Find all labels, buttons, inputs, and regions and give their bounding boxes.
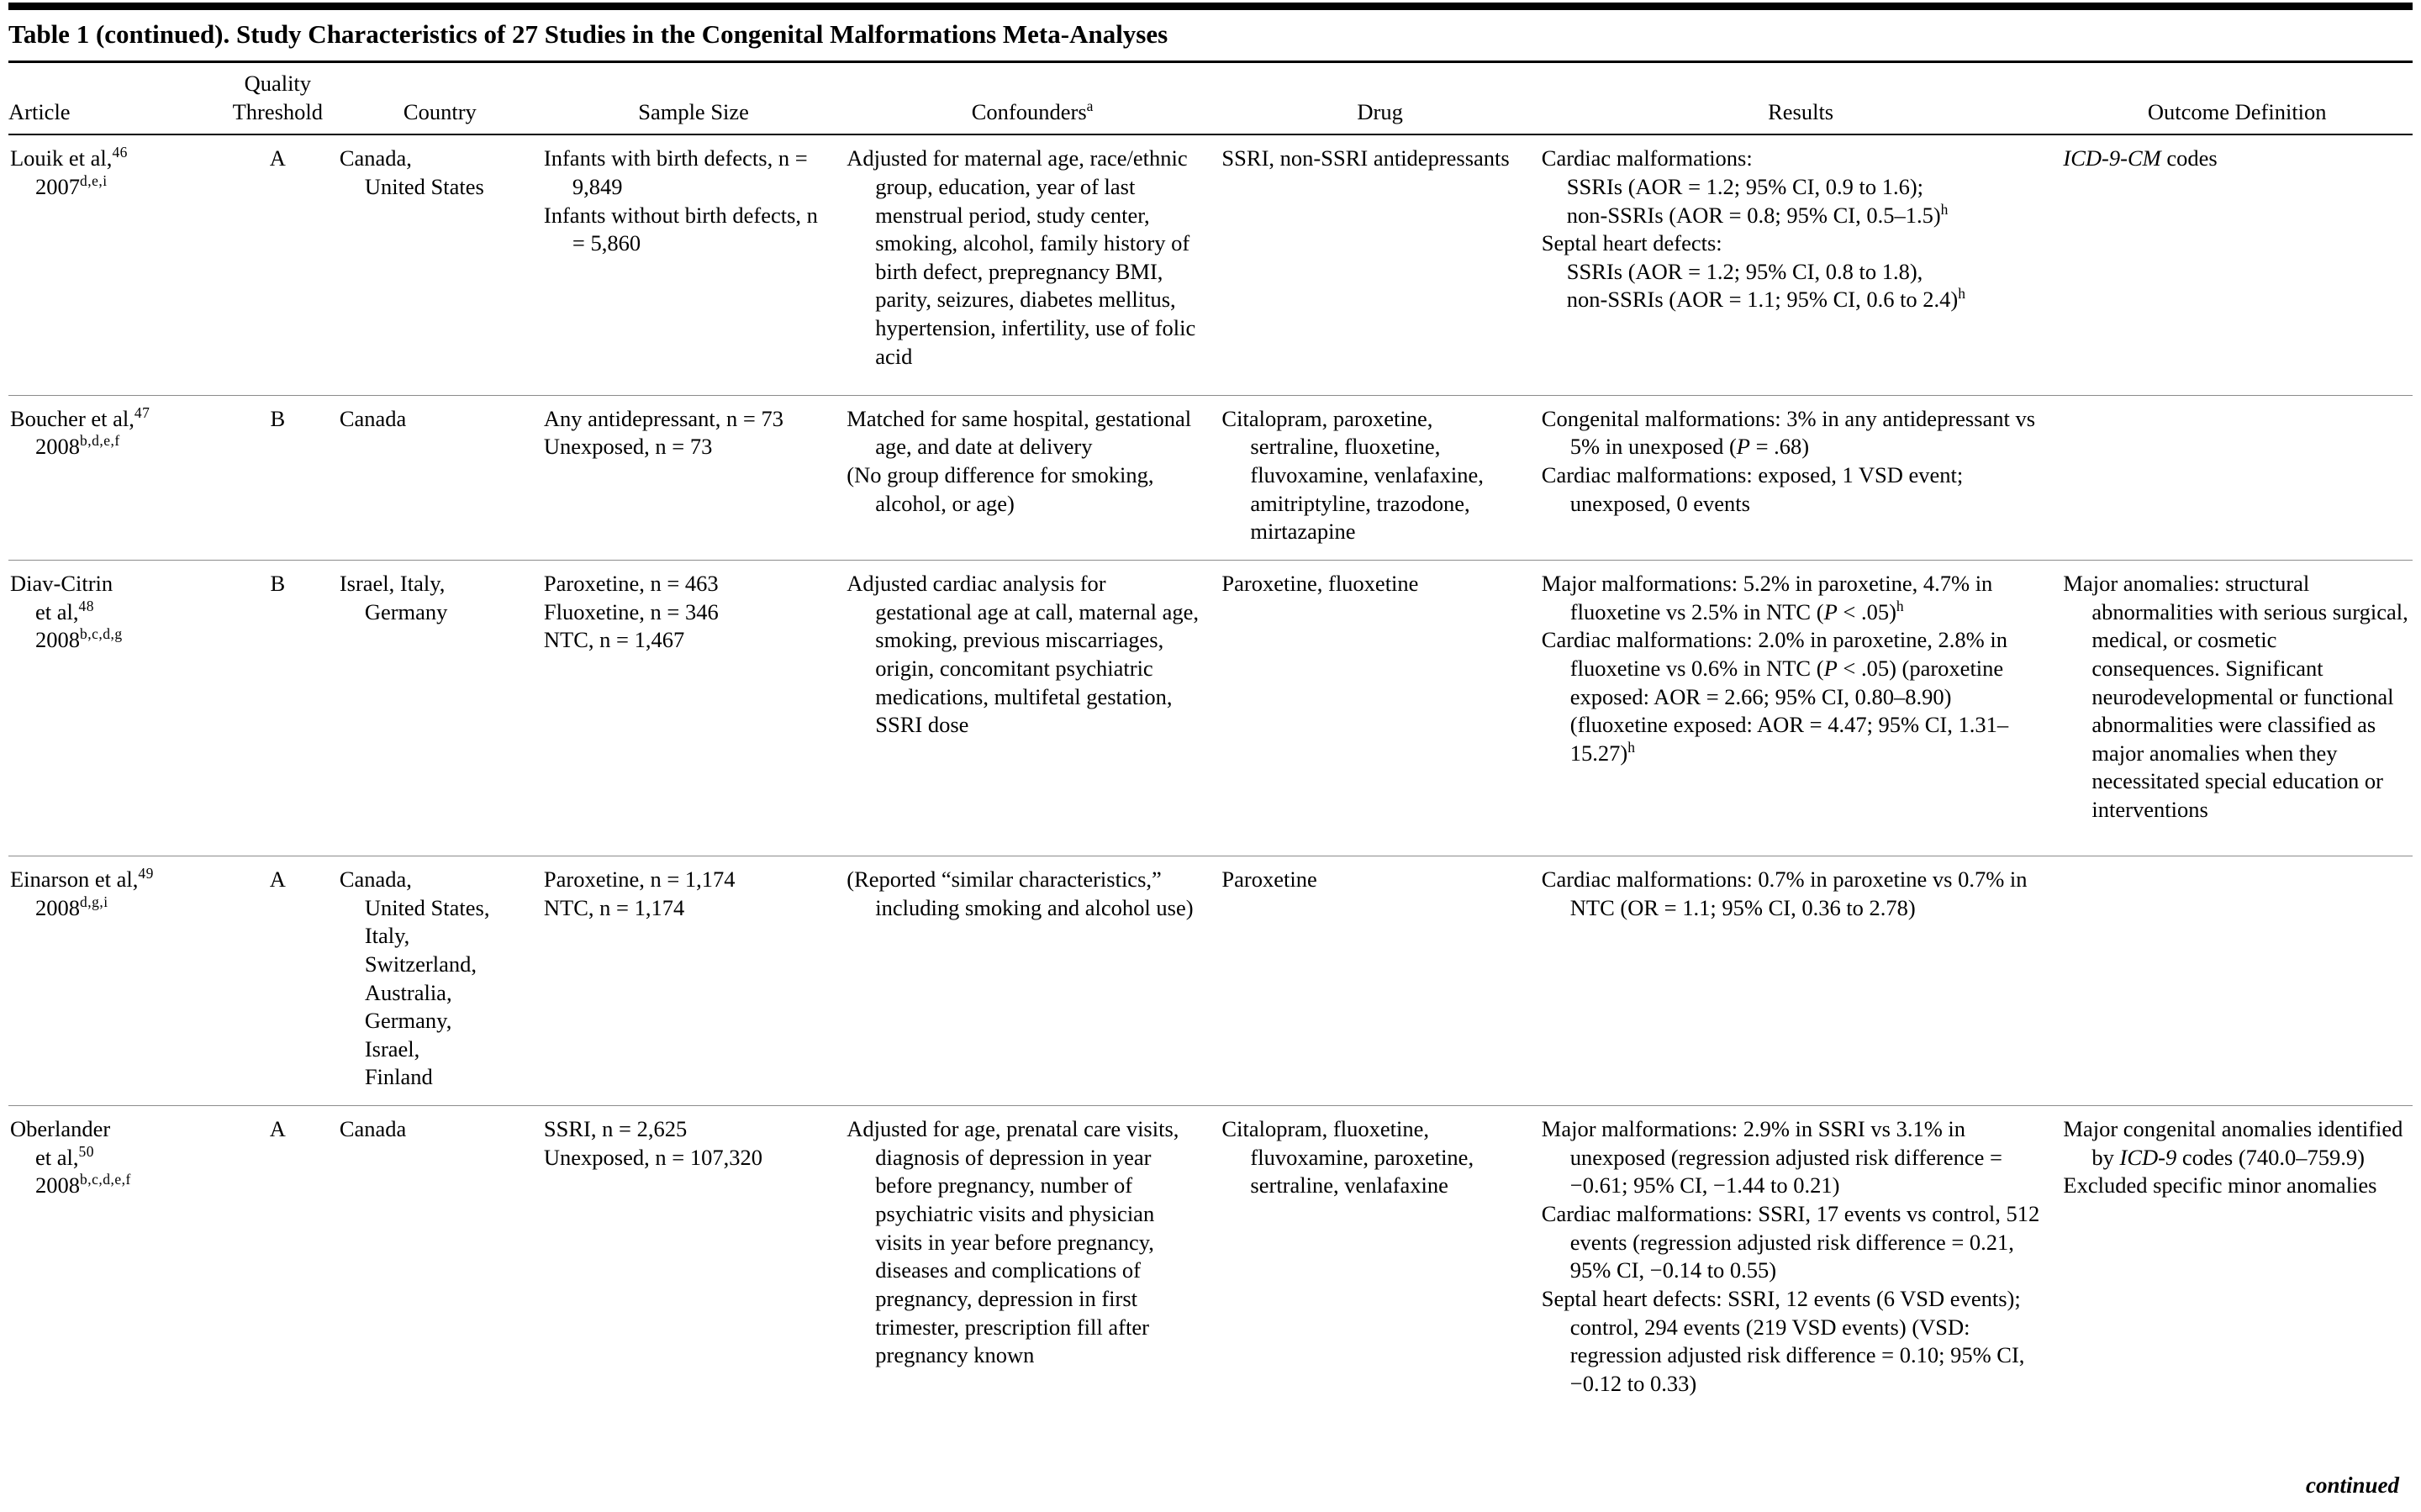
column-header-article: Article [8,63,218,134]
cell-paragraph: Septal heart defects: [1541,230,1722,256]
cell-paragraph: Canada, [339,866,412,892]
cell-outcome [2061,560,2413,856]
cell-paragraph: Australia, [364,979,452,1005]
cell-paragraph: Any antidepressant, n = 73 [543,405,783,431]
cell-paragraph: Cardiac malformations: exposed, 1 VSD event; unexposed, 0 events [1541,462,1964,516]
cell-paragraph: (Reported “similar characteristics,” including smoking and alcohol use) [847,866,1194,920]
cell-confounders [845,560,1220,856]
cell-drug [1220,134,1539,395]
cell-sample_size [542,856,845,1105]
column-header-quality: Quality Threshold [218,63,338,134]
cell-paragraph: Boucher et al,$^{47}$ [10,403,150,431]
cell-paragraph: Israel, Italy, [339,570,446,596]
study-row-1 [8,134,2413,395]
column-header-sample_size: Sample Size [542,63,845,134]
cell-sample_size [542,395,845,560]
cell-article [8,395,218,560]
table-header-row [8,63,2413,134]
cell-paragraph: Septal heart defects: SSRI, 12 events (6 VSD events); control, 294 events (219 VSD events) (VSD: regression adjusted risk difference = 0.10; 95% CI, −0.12 to 0.33) [1541,1285,2025,1396]
cell-paragraph: Congenital malformations: 3% in any antidepressant vs 5% in unexposed (P = .68) [1541,405,2036,460]
cell-drug [1220,1106,1539,1467]
cell-paragraph: Israel, [364,1035,420,1062]
table-top-rule [8,3,2413,10]
cell-drug [1220,856,1539,1105]
cell-country [338,856,542,1105]
cell-quality: B [218,395,338,560]
cell-paragraph: 2008$^{b,d,e,f}$ [35,432,120,460]
cell-paragraph: et al,$^{50}$ [35,1142,94,1170]
cell-paragraph: Cardiac malformations: [1541,145,1753,171]
cell-paragraph: Cardiac malformations: 0.7% in paroxetine vs 0.7% in NTC (OR = 1.1; 95% CI, 0.36 to 2.78) [1541,866,2028,920]
cell-paragraph: Major malformations: 5.2% in paroxetine, 4.7% in fluoxetine vs 2.5% in NTC (P < .05)$^h$ [1541,570,1993,624]
cell-article [8,856,218,1105]
cell-paragraph: Cardiac malformations: 2.0% in paroxetine, 2.8% in fluoxetine vs 0.6% in NTC (P < .05) (paroxetine exposed: AOR = 2.66; 95% CI, 0.80–8.90) (fluoxetine exposed: AOR = 4.47; 95% CI, 1.31–15.27)$^h$ [1541,627,2009,766]
cell-article [8,560,218,856]
cell-paragraph: Excluded specific minor anomalies [2063,1172,2377,1199]
cell-paragraph: SSRIs (AOR = 1.2; 95% CI, 0.8 to 1.8), [1566,258,1923,284]
cell-paragraph: Germany, [364,1008,452,1034]
cell-paragraph: et al,$^{48}$ [35,597,94,624]
cell-paragraph: SSRIs (AOR = 1.2; 95% CI, 0.9 to 1.6); [1566,173,1924,199]
cell-paragraph: Adjusted for age, prenatal care visits, diagnosis of depression in year before pregnancy, number of psychiatric visits and physician visits in year before pregnancy, diseases and complications of pregnancy, depression in first trimester, prescription fill after pregnancy known [847,1116,1179,1368]
cell-country [338,395,542,560]
column-header-drug: Drug [1220,63,1539,134]
cell-paragraph: 2008$^{d,g,i}$ [35,893,108,920]
cell-paragraph: NTC, n = 1,174 [543,894,685,920]
cell-article [8,134,218,395]
column-header-results: Results [1540,63,2062,134]
cell-quality: A [269,1116,286,1142]
cell-confounders [845,134,1220,395]
cell-drug [1220,560,1539,856]
cell-quality: B [218,560,338,856]
cell-paragraph: Canada [339,405,407,431]
cell-paragraph: Louik et al,$^{46}$ [10,144,128,171]
cell-paragraph: Paroxetine, n = 1,174 [543,866,736,892]
table-title: Table 1 (continued). Study Characteristics of 27 Studies in the Congenital Malformations Meta-Analyses [8,10,2413,63]
cell-paragraph: Adjusted cardiac analysis for gestational age at call, maternal age, smoking, previous miscarriages, origin, concomitant psychiatric medications, multifetal gestation, SSRI dose [847,570,1200,738]
cell-quality: A [218,856,338,1105]
study-row-2 [8,395,2413,560]
cell-paragraph: Major anomalies: structural abnormalities with serious surgical, medical, or cosmetic consequences. Significant neurodevelopmental or functional abnormalities were classified as major anomalies when they necessitated special education or interventions [2063,570,2408,823]
cell-paragraph: Unexposed, n = 73 [543,434,713,460]
cell-confounders [845,395,1220,560]
table-header [8,63,2413,134]
cell-article [8,1106,218,1467]
cell-outcome [2061,395,2413,560]
cell-country [338,560,542,856]
cell-paragraph: Einarson et al,$^{49}$ [10,865,154,892]
cell-paragraph: SSRI, non-SSRI antidepressants [1221,145,1510,171]
cell-paragraph: Adjusted for maternal age, race/ethnic group, education, year of last menstrual period, study center, smoking, alcohol, family history of birth defect, prepregnancy BMI, parity, seizures, diabetes mellitus, hypertension, infertility, use of folic acid [847,145,1196,369]
cell-paragraph: Canada, [339,145,412,171]
cell-paragraph: 2008$^{b,c,d,g}$ [35,625,123,653]
cell-paragraph: United States, [364,894,490,920]
cell-confounders [845,1106,1220,1467]
cell-outcome [2061,856,2413,1105]
study-row-5 [8,1106,2413,1467]
cell-sample_size [542,1106,845,1467]
cell-paragraph: Major congenital anomalies identified by ICD-9 codes (740.0–759.9) [2063,1116,2403,1170]
cell-paragraph: NTC, n = 1,467 [543,627,685,653]
cell-paragraph: 2008$^{b,c,d,e,f}$ [35,1171,131,1199]
cell-paragraph: non-SSRIs (AOR = 0.8; 95% CI, 0.5–1.5)$^h$ [1566,200,1949,228]
cell-paragraph: Germany [364,598,448,624]
study-row-4 [8,856,2413,1105]
cell-paragraph: Finland [364,1064,433,1090]
cell-results [1540,1106,2062,1467]
cell-paragraph: Major malformations: 2.9% in SSRI vs 3.1% in unexposed (regression adjusted risk difference = −0.61; 95% CI, −1.44 to 0.21) [1541,1116,2002,1199]
column-header-country: Country [338,63,542,134]
study-characteristics-table [8,63,2413,1467]
cell-paragraph: Matched for same hospital, gestational age, and date at delivery [847,405,1192,460]
cell-paragraph: Paroxetine, n = 463 [543,570,719,596]
cell-paragraph: Diav-Citrin [10,570,113,596]
cell-country [338,134,542,395]
cell-results [1540,856,2062,1105]
cell-results [1540,134,2062,395]
cell-paragraph: Cardiac malformations: SSRI, 17 events vs control, 512 events (regression adjusted risk difference = 0.21, 95% CI, −0.14 to 0.55) [1541,1201,2040,1283]
cell-paragraph: non-SSRIs (AOR = 1.1; 95% CI, 0.6 to 2.4)$^h$ [1566,285,1966,313]
cell-drug [1220,395,1539,560]
cell-results [1540,560,2062,856]
cell-paragraph: SSRI, n = 2,625 [543,1116,688,1142]
cell-confounders [845,856,1220,1105]
cell-country [338,1106,542,1467]
cell-outcome [2061,1106,2413,1467]
cell-quality: A [218,134,338,395]
cell-sample_size [542,134,845,395]
cell-paragraph: United States [364,173,484,199]
cell-paragraph: Unexposed, n = 107,320 [543,1144,762,1170]
continued-label: continued [2305,1472,2399,1498]
cell-paragraph: Oberlander [10,1116,111,1142]
table-body [8,134,2413,1467]
cell-sample_size [542,560,845,856]
cell-paragraph: Infants without birth defects, n = 5,860 [543,202,818,256]
cell-paragraph: (No group difference for smoking, alcohol, or age) [847,462,1154,516]
column-header-outcome: Outcome Definition [2061,63,2413,134]
cell-paragraph: Paroxetine, fluoxetine [1221,570,1419,596]
cell-outcome [2061,134,2413,395]
cell-paragraph: ICD-9-CM codes [2063,145,2218,171]
cell-paragraph: Fluoxetine, n = 346 [543,598,719,624]
cell-paragraph: Citalopram, paroxetine, sertraline, fluoxetine, fluvoxamine, venlafaxine, amitriptyline, trazodone, mirtazapine [1221,405,1484,545]
cell-paragraph: Italy, [364,923,410,949]
cell-paragraph: Canada [339,1116,407,1142]
column-header-confounders: Confounders$^a$ [845,63,1220,134]
cell-paragraph: Infants with birth defects, n = 9,849 [543,145,808,199]
cell-results [1540,395,2062,560]
cell-paragraph: Citalopram, fluoxetine, fluvoxamine, paroxetine, sertraline, venlafaxine [1221,1116,1474,1199]
cell-paragraph: Switzerland, [364,951,477,977]
cell-paragraph: 2007$^{d,e,i}$ [35,172,108,199]
study-row-3 [8,560,2413,856]
cell-paragraph: Paroxetine [1221,866,1317,892]
